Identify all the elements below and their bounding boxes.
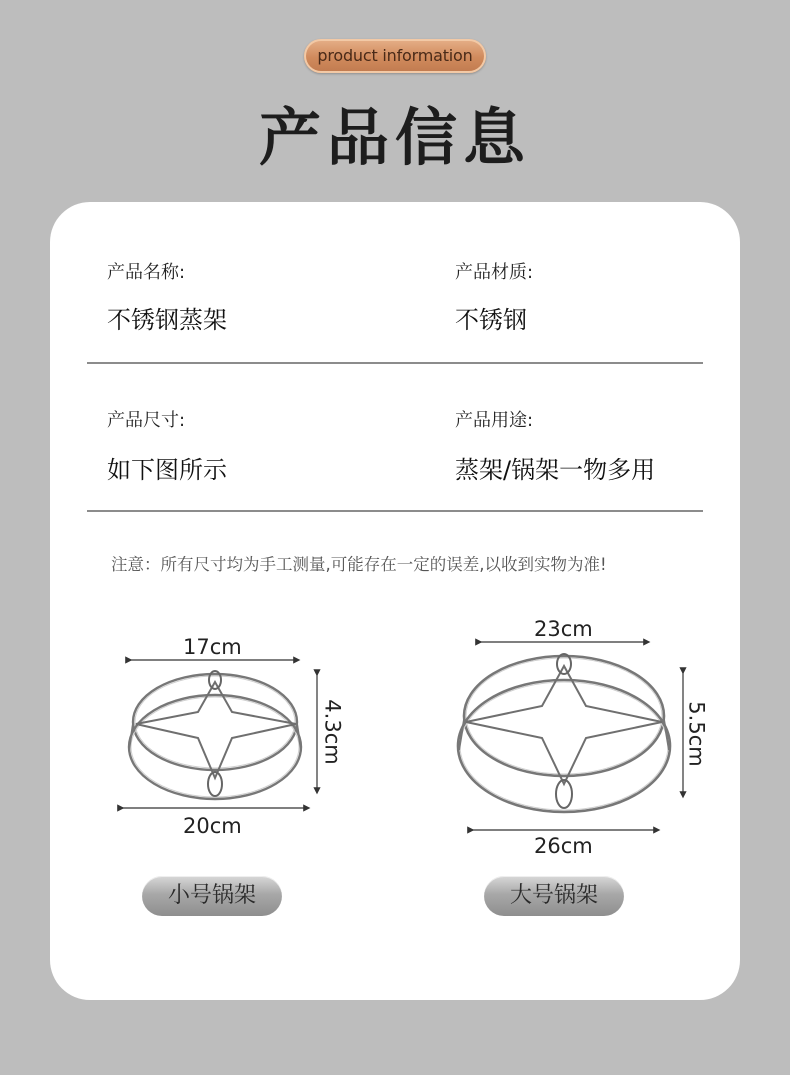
spec-usage-value: 蒸架/锅架一物多用 [455,456,656,484]
spec-size-value: 如下图所示 [107,456,227,484]
divider [87,510,703,512]
spec-usage-label: 产品用途: [455,410,534,431]
large-steam-rack-illustration [448,634,698,834]
large-top-width: 23cm [534,617,593,641]
divider [87,362,703,364]
small-height: 4.3cm [320,699,345,765]
large-height: 5.5cm [684,701,709,767]
spec-size-label: 产品尺寸: [107,410,186,431]
product-information-badge: product information [304,39,486,73]
measurement-note: 注意：所有尺寸均为手工测量,可能存在一定的误差,以收到实物为准! [111,555,607,574]
small-steam-rack-illustration [120,652,320,812]
info-card [50,202,740,1000]
small-top-width: 17cm [183,635,242,659]
spec-material-label: 产品材质: [455,262,534,283]
large-bottom-width: 26cm [534,834,593,858]
spec-name-value: 不锈钢蒸架 [107,306,227,334]
spec-name-label: 产品名称: [107,262,186,283]
small-rack-tag: 小号锅架 [142,876,282,916]
large-rack-tag: 大号锅架 [484,876,624,916]
page-title: 产品信息 [258,101,531,174]
spec-material-value: 不锈钢 [455,306,527,334]
small-bottom-width: 20cm [183,814,242,838]
